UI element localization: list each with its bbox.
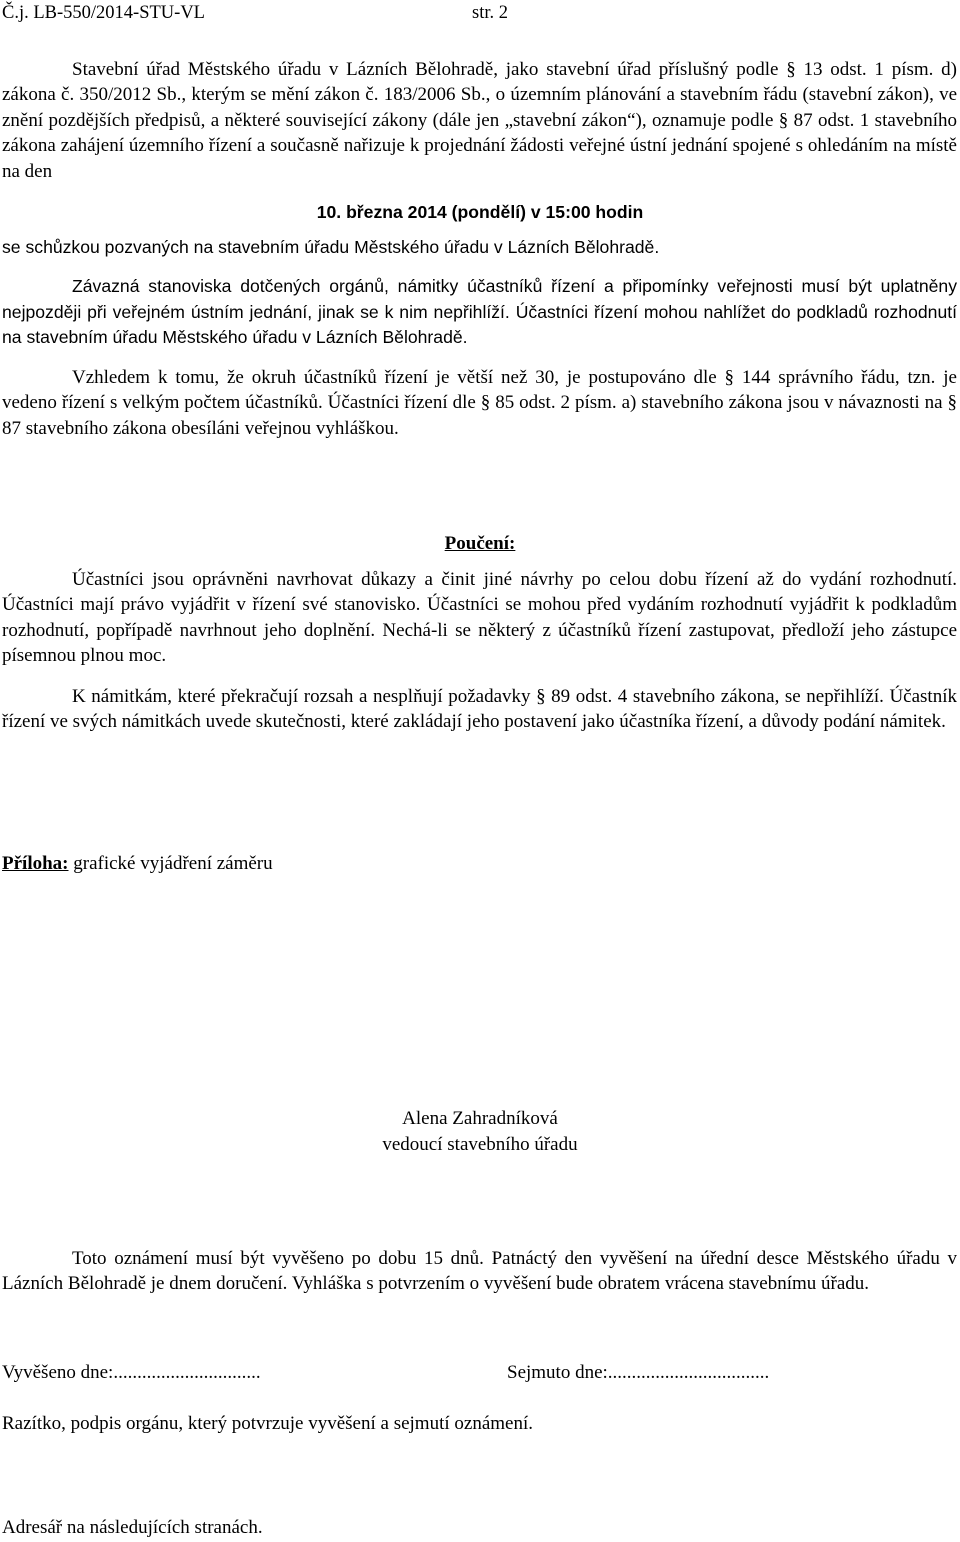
addressees-note: Adresář na následujících stranách. [2, 1517, 263, 1538]
posted-date-field: Vyvěšeno dne:............................... [2, 1362, 261, 1383]
instruction-paragraph-2: K námitkám, které překračují rozsah a nesplňují požadavky § 89 odst. 4 stavebního zákona, se nepřihlíží. Účastník řízení ve svých námitkách uvede skutečnosti, které zakládají jeho postavení jako účastníka řízení, a důvody podání námitek. [2, 686, 957, 733]
participants-paragraph: Vzhledem k tomu, že okruh účastníků řízení je větší než 30, je postupováno dle § 144 správního řádu, tzn. je vedeno řízení s velkým počtem účastníků. Účastníci řízení dle § 85 odst. 2 písm. a) stavebního zákona jsou v návaznosti na § 87 stavebního zákona obesíláni veřejnou vyhláškou. [2, 367, 957, 439]
page-header [2, 2, 508, 24]
page-number: str. 2 [472, 3, 508, 23]
instruction-paragraph-1: Účastníci jsou oprávněni navrhovat důkazy a činit jiné návrhy po celou dobu řízení až do vydání rozhodnutí. Účastníci mají právo vyjádřit v řízení své stanovisko. Účastníci se mohou před vydáním rozhodnutí vyjádřit k podkladům rozhodnutí, popřípadě navrhnout jeho doplnění. Nechá-li se některý z účastníků řízení zastupovat, předloží jeho zástupce písemnou plnou moc. [2, 569, 957, 667]
signature-block [0, 1106, 960, 1158]
signatory-name: Alena Zahradníková [402, 1108, 558, 1129]
attachment-text: grafické vyjádření záměru [68, 853, 273, 874]
signatory-title: vedoucí stavebního úřadu [382, 1134, 578, 1155]
posting-notice-paragraph: Toto oznámení musí být vyvěšeno po dobu 15 dnů. Patnáctý den vyvěšení na úřední desce Městského úřadu v Lázních Bělohradě je dnem doručení. Vyhláška s potvrzením o vyvěšení bude obratem vrácena stavebnímu úřadu. [2, 1248, 957, 1295]
reference-number: Č.j. LB-550/2014-STU-VL [2, 3, 205, 23]
intro-paragraph: Stavební úřad Městského úřadu v Lázních Bělohradě, jako stavební úřad příslušný podle § 13 odst. 1 písm. d) zákona č. 350/2012 Sb., kterým se mění zákon č. 183/2006 Sb., o územním plánování a stavebním řádu (stavební zákon), ve znění pozdějších předpisů, a některé související zákony (dále jen „stavební zákon“), oznamuje podle § 87 odst. 1 stavebního zákona zahájení územního řízení a současně nařizuje k projednání žádosti veřejné ústní jednání spojené s ohledáním na místě na den [2, 59, 957, 182]
removed-date-field: Sejmuto dne:.................................. [507, 1362, 770, 1383]
instruction-heading: Poučení: [444, 533, 516, 554]
stamp-signature-line: Razítko, podpis orgánu, který potvrzuje vyvěšení a sejmutí oznámení. [2, 1413, 533, 1434]
meeting-date: 10. března 2014 (pondělí) v 15:00 hodin [316, 202, 644, 222]
opinions-paragraph: Závazná stanoviska dotčených orgánů, námitky účastníků řízení a připomínky veřejnosti musí být uplatněny nejpozději při veřejném ústním jednání, jinak se k nim nepřihlíží. Účastníci řízení mohou nahlížet do podkladů rozhodnutí na stavebním úřadu Městského úřadu v Lázních Bělohradě. [2, 276, 957, 348]
attachment-line [2, 853, 273, 875]
meeting-place: se schůzkou pozvaných na stavebním úřadu Městského úřadu v Lázních Bělohradě. [2, 237, 660, 257]
attachment-label: Příloha: [2, 853, 69, 874]
